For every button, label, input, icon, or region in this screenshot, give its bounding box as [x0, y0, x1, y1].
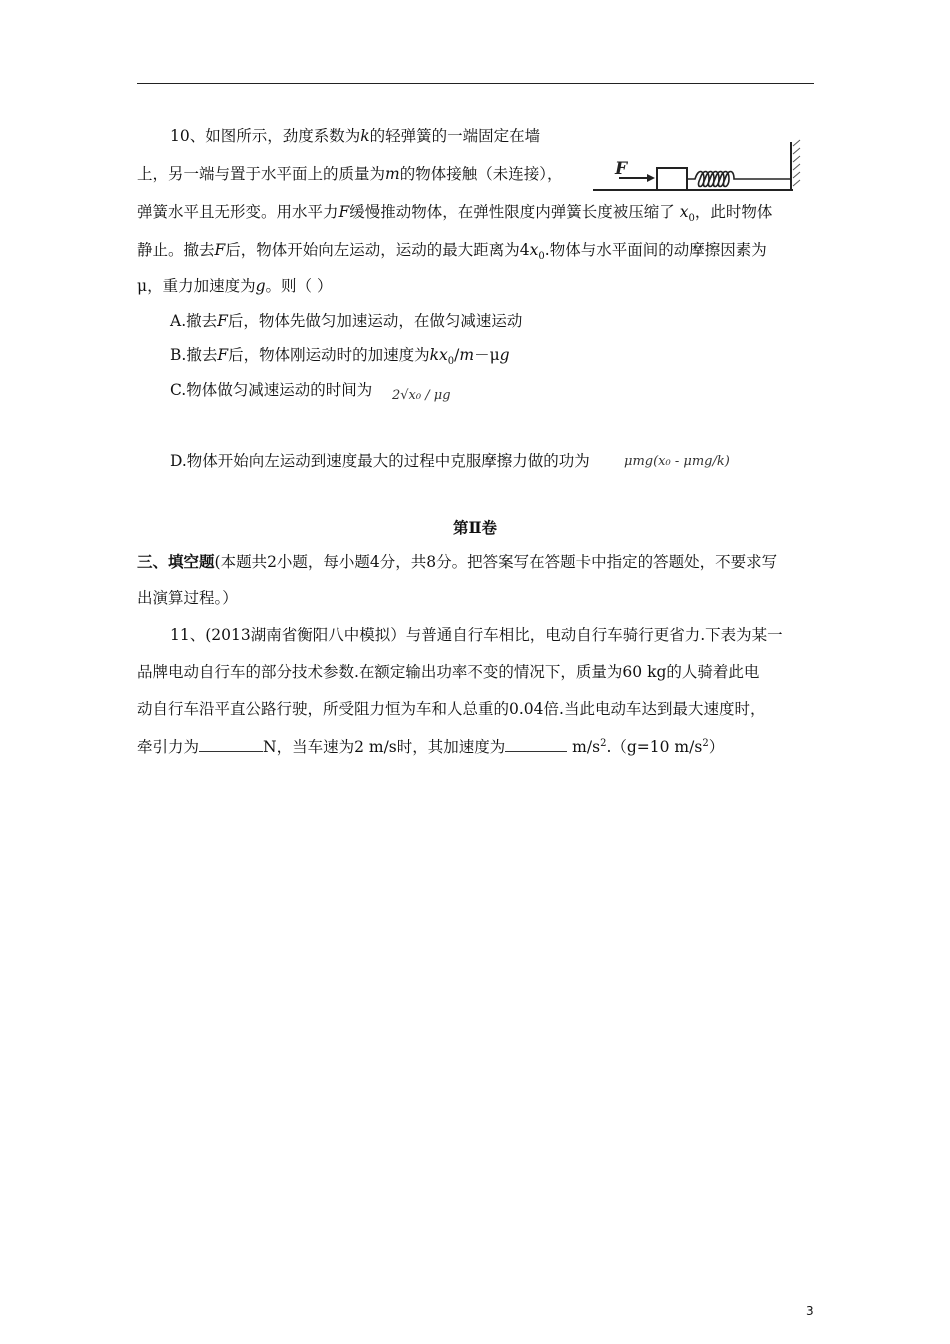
section-heading: 三、填空题(本题共2小题，每小题4分，共8分。把答案写在答题卡中指定的答题处，不要求写 — [137, 552, 778, 571]
q10-line-1: 10、如图所示，劲度系数为k的轻弹簧的一端固定在墙 — [170, 127, 541, 145]
header-rule — [137, 83, 814, 84]
wall-hatch — [793, 140, 800, 186]
arrow-head — [647, 174, 655, 182]
q10-line-2: 上，另一端与置于水平面上的质量为m的物体接触（未连接）， — [137, 165, 563, 183]
option-b: B.撤去F后，物体刚运动时的加速度为$kx_0/m-\mu g$ — [170, 346, 510, 368]
spring — [687, 172, 791, 187]
option-a: A.撤去F后，物体先做匀加速运动，在做匀减速运动 — [170, 312, 523, 330]
q11-line-4: 牵引力为 N，当车速为2 m/s时，其加速度为 $m/s^2.(g=10$ $m/s^2$） — [137, 737, 725, 756]
answer-blank-2[interactable] — [505, 737, 567, 752]
q11-line-3: 动自行车沿平直公路行驶，所受阻力恒为车和人总重的0.04倍.当此电动车达到最大速度时， — [137, 700, 766, 718]
spring-block-figure — [593, 138, 808, 196]
block — [657, 168, 687, 190]
option-c: C.物体做匀减速运动的时间为 — [170, 381, 373, 399]
option-d: D.物体开始向左运动到速度最大的过程中克服摩擦力做的功为 — [170, 452, 590, 470]
q11-line-2: 品牌电动自行车的部分技术参数.在额定输出功率不变的情况下，质量为60 kg的人骑着此电 — [137, 663, 760, 681]
q10-line-5: μ，重力加速度为g。则（ ） — [137, 277, 333, 295]
section-title: 第Ⅱ卷 — [452, 518, 498, 537]
force-label: F — [615, 159, 628, 179]
q10-line-4: 静止。撤去F后，物体开始向左运动，运动的最大距离为$4x_0$.物体与水平面间的动摩擦因素为 — [137, 241, 767, 263]
q11-line-1: 11、(2013湖南省衡阳八中模拟）与普通自行车相比，电动自行车骑行更省力.下表为某一 — [170, 626, 783, 644]
section-heading-line-2: 出演算过程。） — [137, 589, 238, 607]
option-d-formula: μmg(x₀ - μmg/k) — [624, 454, 730, 469]
page-number: 3 — [806, 1304, 814, 1318]
answer-blank-1[interactable] — [199, 737, 263, 752]
q10-line-3: 弹簧水平且无形变。用水平力F缓慢推动物体，在弹性限度内弹簧长度被压缩了 $x_0$，此时物体 — [137, 203, 773, 225]
option-c-formula: 2√x₀ / μg — [392, 388, 451, 403]
